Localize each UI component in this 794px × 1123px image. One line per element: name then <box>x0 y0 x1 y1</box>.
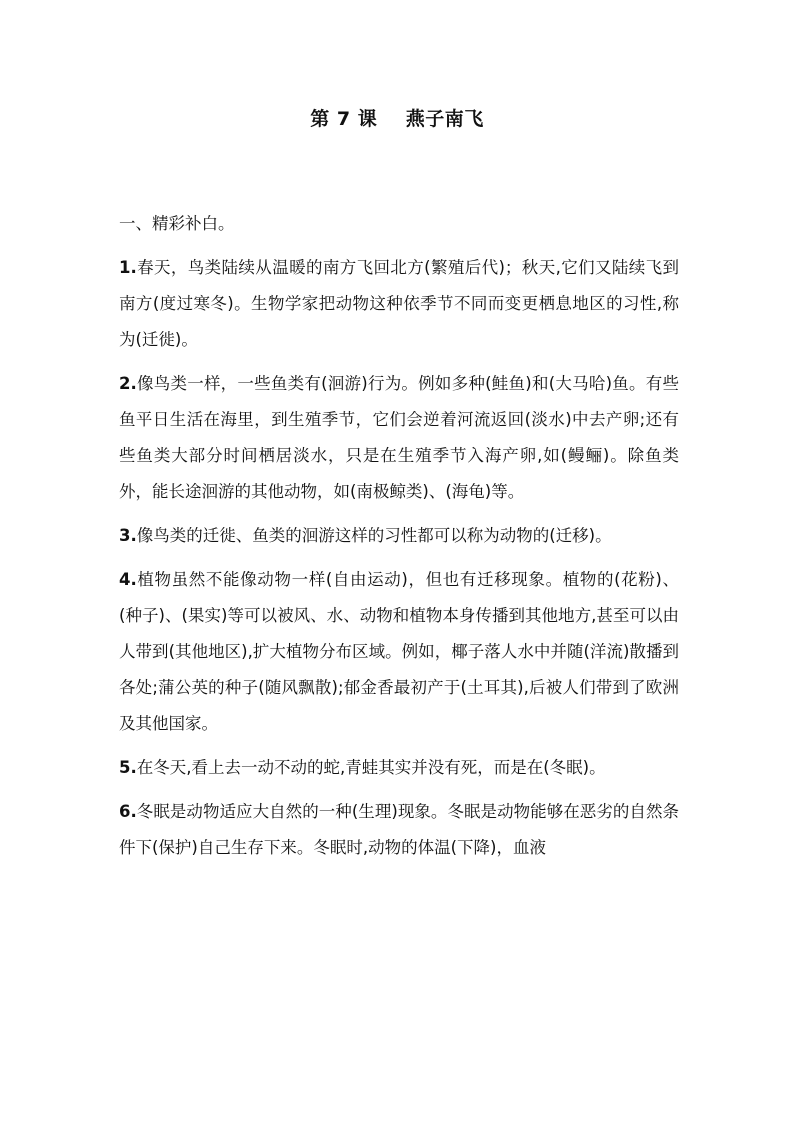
item-number: 2. <box>119 374 137 393</box>
question-item <box>119 366 679 510</box>
question-item <box>119 750 679 786</box>
question-item <box>119 562 679 742</box>
item-text: 像鸟类一样，一些鱼类有(洄游)行为。例如多种(鲑鱼)和(大马哈)鱼。有些鱼平日生活在海里，到生殖季节，它们会逆着河流返回(淡水)中去产卵;还有些鱼类大部分时间栖居淡水，只是在生殖季节入海产卵,如(鳗鲡)。除鱼类外，能长途洄游的其他动物，如(南极鲸类)、(海龟)等。 <box>119 374 679 501</box>
item-text: 植物虽然不能像动物一样(自由运动)，但也有迁移现象。植物的(花粉)、(种子)、(果实)等可以被风、水、动物和植物本身传播到其他地方,甚至可以由人带到(其他地区),扩大植物分布区域。例如，椰子落人水中并随(洋流)散播到各处;蒲公英的种子(随风飘散);郁金香最初产于(土耳其),后被人们带到了欧洲及其他国家。 <box>119 570 679 733</box>
item-number: 1. <box>119 258 137 277</box>
item-text: 春天，鸟类陆续从温暖的南方飞回北方(繁殖后代)；秋天,它们又陆续飞到南方(度过寒冬)。生物学家把动物这种依季节不同而变更栖息地区的习性,称为(迁徙)。 <box>119 258 679 349</box>
question-item <box>119 518 679 554</box>
item-number: 5. <box>119 758 137 777</box>
item-text: 冬眠是动物适应大自然的一种(生理)现象。冬眠是动物能够在恶劣的自然条件下(保护)自己生存下来。冬眠时,动物的体温(下降)，血液 <box>119 802 679 857</box>
item-number: 3. <box>119 526 137 545</box>
section-heading: 一、精彩补白。 <box>119 214 235 233</box>
item-text: 在冬天,看上去一动不动的蛇,青蛙其实并没有死，而是在(冬眠)。 <box>136 758 606 777</box>
item-number: 6. <box>119 802 137 821</box>
item-text: 像鸟类的迁徙、鱼类的洄游这样的习性都可以称为动物的(迁移)。 <box>136 526 612 545</box>
document-body <box>119 206 679 874</box>
question-item <box>119 794 679 866</box>
page-title: 第 7 课 燕子南飞 <box>310 108 484 130</box>
item-number: 4. <box>119 570 137 589</box>
question-item <box>119 250 679 358</box>
